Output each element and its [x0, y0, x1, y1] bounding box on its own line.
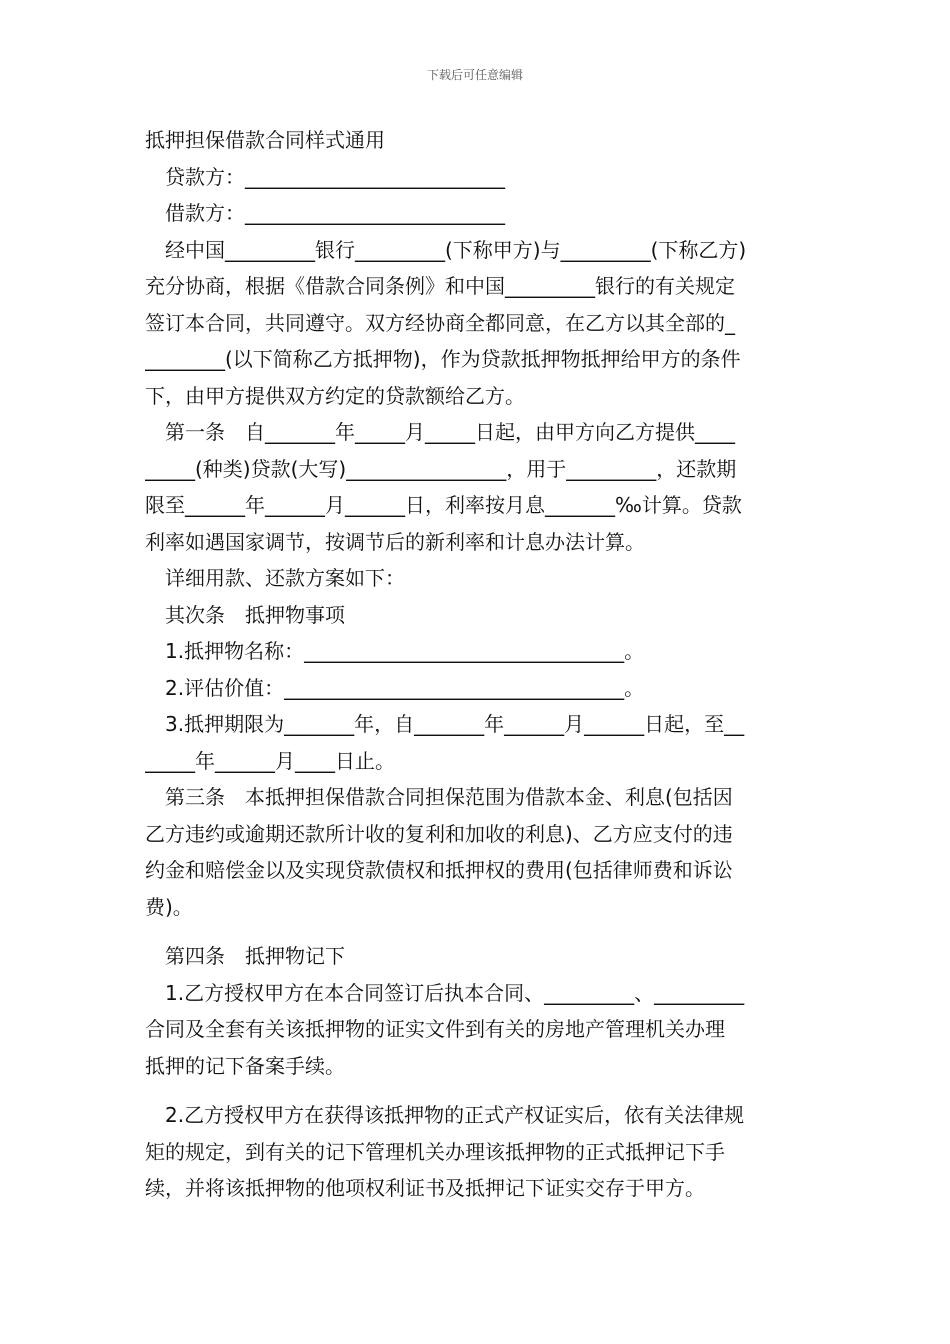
appraisal-value-field: 2.评估价值：__________________________________。	[145, 675, 645, 700]
article-1-line: _____(种类)贷款(大写)________________，用于_________，还款期	[145, 456, 737, 481]
collateral-name-field: 1.抵押物名称：________________________________。	[145, 639, 645, 663]
article-4-line: 续，并将该抵押物的他项权利证书及抵押记下证实交存于甲方。	[145, 1176, 705, 1200]
article-3-line: 乙方违约或逾期还款所计收的复利和加收的利息)、乙方应支付的违	[145, 821, 733, 846]
article-1-line: 第一条 自_______年_____月_____日起，由甲方向乙方提供____	[145, 420, 735, 444]
page-header: 下载后可任意编辑	[426, 68, 523, 82]
mortgage-term-line: 3.抵押期限为_______年，自_______年______月______日起，至__	[145, 712, 745, 736]
document-body	[145, 122, 807, 1207]
article-3-line: 第三条 本抵押担保借款合同担保范围为借款本金、利息(包括因	[145, 785, 733, 809]
article-4-heading: 第四条 抵押物记下	[145, 944, 345, 968]
article-2-heading: 其次条 抵押物事项	[145, 602, 345, 627]
article-4-line: 合同及全套有关该抵押物的证实文件到有关的房地产管理机关办理	[145, 1017, 725, 1041]
paragraph-line: ________(以下简称乙方抵押物)，作为贷款抵押物抵押给甲方的条件	[145, 347, 741, 371]
article-4-line: 抵押的记下备案手续。	[145, 1053, 345, 1078]
paragraph-line: 详细用款、还款方案如下：	[145, 566, 405, 590]
article-4-line: 矩的规定，到有关的记下管理机关办理该抵押物的正式抵押记下手	[145, 1139, 725, 1164]
lender-field: 贷款方：__________________________	[145, 164, 505, 189]
article-3-line: 约金和赔偿金以及实现贷款债权和抵押权的费用(包括律师费和诉讼	[145, 858, 733, 882]
paragraph-line: 充分协商，根据《借款合同条例》和中国_________银行的有关规定	[145, 274, 735, 298]
paragraph-line: 签订本合同，共同遵守。双方经协商全都同意，在乙方以其全部的_	[145, 310, 735, 335]
paragraph-line: 下，由甲方提供双方约定的贷款额给乙方。	[145, 383, 525, 408]
document-title: 抵押担保借款合同样式通用	[145, 128, 385, 152]
paragraph-line: 经中国_________银行_________(下称甲方)与_________(下称乙方)	[145, 237, 747, 262]
article-3-line: 费)。	[145, 894, 193, 919]
mortgage-term-line: _____年______月____日止。	[145, 748, 395, 773]
borrower-field: 借款方：__________________________	[145, 201, 505, 225]
article-1-line: 利率如遇国家调节，按调节后的新利率和计息办法计算。	[145, 529, 645, 554]
article-4-line: 2.乙方授权甲方在获得该抵押物的正式产权证实后，依有关法律规	[145, 1103, 745, 1127]
article-1-line: 限至______年______月______日，利率按月息_______‰计算。贷款	[145, 493, 742, 517]
article-4-line: 1.乙方授权甲方在本合同签订后执本合同、_________、_________	[145, 980, 745, 1005]
